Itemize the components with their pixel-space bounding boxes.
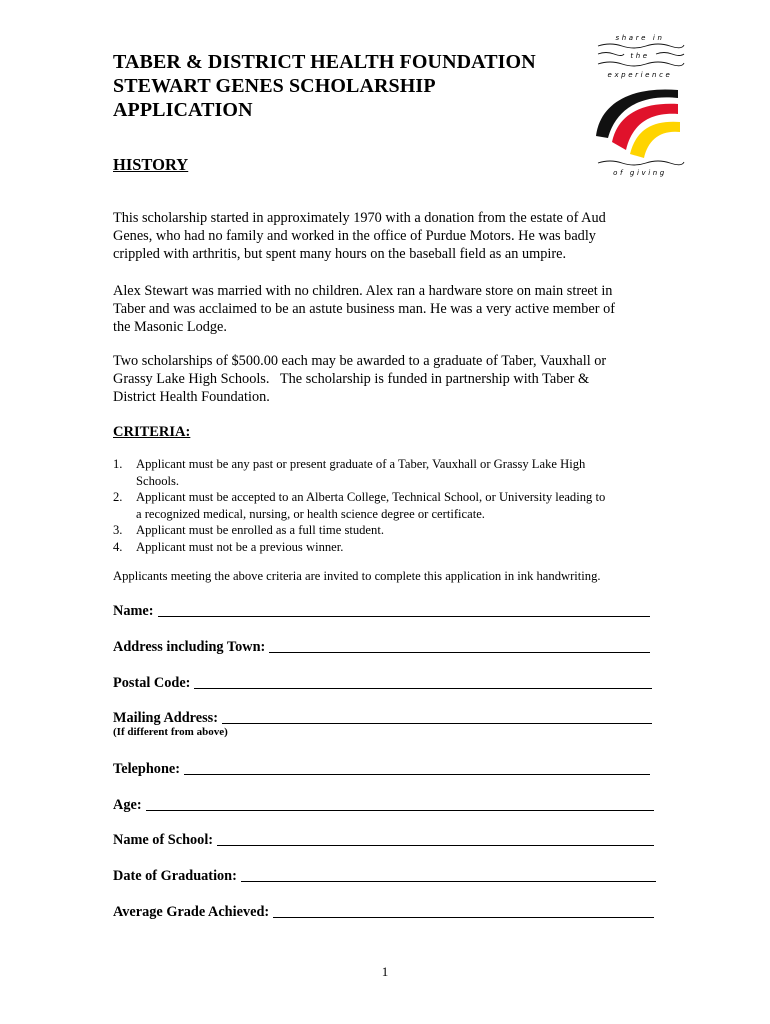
school-field[interactable] [113, 829, 654, 849]
paragraph-line: Grassy Lake High Schools. The scholarship is funded in partnership with Taber & [113, 371, 590, 387]
paragraph-line: This scholarship started in approximately 1970 with a donation from the estate of Aud [113, 210, 606, 226]
foundation-logo [590, 24, 690, 184]
criteria-text: Schools. [136, 473, 180, 488]
criteria-number: 4. [113, 539, 123, 554]
criteria-item-2 [113, 489, 663, 522]
history-paragraph-1 [113, 209, 653, 263]
paragraph-line: District Health Foundation. [113, 389, 270, 405]
logo-text-of-giving: of giving [613, 169, 667, 177]
criteria-text: Applicant must be any past or present graduate of a Taber, Vauxhall or Grassy Lake High [136, 457, 586, 471]
average-grade-label: Average Grade Achieved: [113, 904, 270, 920]
criteria-text: a recognized medical, nursing, or health science degree or certificate. [136, 506, 485, 521]
logo-text-experience: experience [607, 71, 673, 79]
criteria-text: Applicant must not be a previous winner. [136, 539, 344, 554]
criteria-number: 3. [113, 523, 123, 537]
school-input-line[interactable] [217, 844, 654, 846]
name-field[interactable] [113, 600, 650, 620]
logo-text-the: the [630, 52, 650, 60]
telephone-input-line[interactable] [184, 773, 650, 775]
telephone-label: Telephone: [113, 761, 180, 777]
address-field[interactable] [113, 636, 650, 656]
title-line-1: TABER & DISTRICT HEALTH FOUNDATION [113, 51, 536, 73]
criteria-item-3 [113, 522, 663, 539]
mailing-address-note: (If different from above) [113, 726, 228, 738]
logo-wave-3 [656, 53, 684, 56]
graduation-date-input-line[interactable] [241, 880, 656, 882]
criteria-item-1 [113, 456, 663, 489]
history-paragraph-3 [113, 352, 653, 406]
criteria-item-4 [113, 539, 663, 556]
logo-text-share-in: share in [615, 34, 665, 42]
mailing-address-input-line[interactable] [222, 722, 652, 724]
telephone-field[interactable] [113, 758, 650, 778]
history-paragraph-2 [113, 282, 653, 336]
criteria-text: Applicant must be accepted to an Alberta College, Technical School, or University leading to [136, 490, 606, 504]
criteria-number: 1. [113, 457, 123, 471]
invitation-text: Applicants meeting the above criteria are invited to complete this application in ink handwriting. [113, 569, 601, 583]
history-heading: HISTORY [113, 155, 189, 174]
graduation-date-label: Date of Graduation: [113, 868, 237, 884]
paragraph-line: crippled with arthritis, but spent many hours on the baseball field as an umpire. [113, 246, 567, 262]
logo-wave-1 [598, 44, 684, 48]
page-number: 1 [381, 964, 389, 979]
address-input-line[interactable] [269, 651, 650, 653]
age-label: Age: [113, 797, 142, 813]
logo-wave-4 [598, 62, 684, 66]
age-field[interactable] [113, 794, 654, 814]
paragraph-line: Taber and was acclaimed to be an astute business man. He was a very active member of [113, 301, 615, 317]
criteria-heading: CRITERIA: [113, 424, 191, 440]
average-grade-input-line[interactable] [273, 916, 654, 918]
school-label: Name of School: [113, 832, 214, 848]
name-label: Name: [113, 603, 154, 619]
postal-code-field[interactable] [113, 672, 652, 692]
title-line-2: STEWART GENES SCHOLARSHIP [113, 75, 436, 97]
average-grade-field[interactable] [113, 901, 654, 921]
postal-code-label: Postal Code: [113, 675, 191, 691]
criteria-list [113, 456, 663, 555]
name-input-line[interactable] [158, 615, 651, 617]
logo-swoosh-yellow [630, 122, 680, 158]
criteria-number: 2. [113, 490, 123, 504]
title-line-3: APPLICATION [113, 99, 253, 121]
postal-code-input-line[interactable] [194, 687, 652, 689]
logo-wave-5 [598, 161, 684, 165]
criteria-text: Applicant must be enrolled as a full time student. [136, 523, 384, 537]
age-input-line[interactable] [146, 809, 654, 811]
mailing-address-field[interactable] [113, 707, 652, 727]
mailing-address-label: Mailing Address: [113, 710, 218, 726]
document-title [113, 50, 583, 122]
paragraph-line: Genes, who had no family and worked in the office of Purdue Motors. He was badly [113, 228, 596, 244]
paragraph-line: Alex Stewart was married with no children. Alex ran a hardware store on main street in [113, 283, 613, 299]
graduation-date-field[interactable] [113, 865, 656, 885]
address-label: Address including Town: [113, 639, 266, 655]
paragraph-line: the Masonic Lodge. [113, 319, 227, 335]
logo-wave-2 [598, 53, 624, 56]
paragraph-line: Two scholarships of $500.00 each may be awarded to a graduate of Taber, Vauxhall or [113, 353, 607, 369]
